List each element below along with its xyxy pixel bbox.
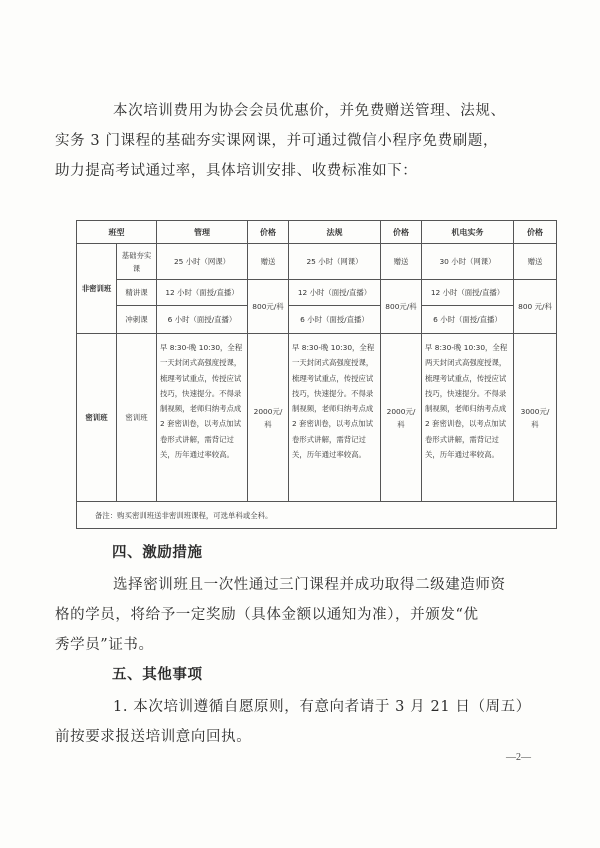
prac-basic-price: 赠送 [514,244,557,280]
nonintensive-label: 非密训班 [77,244,117,334]
law-lecture-hours: 12 小时（面授/直播） [289,280,381,306]
mgmt-basic-price: 赠送 [248,244,289,280]
table-row [77,244,557,280]
fee-table [76,220,557,529]
prac-intensive-price: 3000元/科 [514,334,557,502]
mgmt-basic-hours: 25 小时（网课） [157,244,248,280]
intensive-sub-label: 密训班 [117,334,157,502]
sprint-course-label: 冲刺课 [117,306,157,334]
law-nonintensive-price: 800元/科 [381,280,422,334]
mgmt-lecture-hours: 12 小时（面授/直播） [157,280,248,306]
header-mechanical-practice: 机电实务 [422,221,514,244]
table-header-row [77,221,557,244]
prac-lecture-hours: 12 小时（面授/直播） [422,280,514,306]
basic-course-label: 基础夯实课 [117,244,157,280]
table-note: 备注：购买密训班送非密训班课程，可选单科或全科。 [77,502,557,529]
prac-intensive-description: 早 8:30-晚 10:30，全程两天封闭式高强度授课，梳理考试重点，传授应试技巧，快速提分。不得录制视频，老师归纳考点成 2 套密训卷，以考点加试卷形式讲解，需背记过关，历年通过率较高。 [422,334,514,502]
prac-sprint-hours: 6 小时（面授/直播） [422,306,514,334]
header-regulations: 法规 [289,221,381,244]
header-price-1: 价格 [248,221,289,244]
law-intensive-description: 早 8:30-晚 10:30，全程一天封闭式高强度授课，梳理考试重点，传授应试技巧，快速提分。不得录制视频，老师归纳考点成 2 套密训卷，以考点加试卷形式讲解，需背记过关，历年通过率较高。 [289,334,381,502]
lecture-course-label: 精讲课 [117,280,157,306]
section-5-heading: 五、其他事项 [112,666,203,683]
intro-line-3: 助力提高考试通过率，具体培训安排、收费标准如下： [55,163,418,179]
mgmt-intensive-price: 2000元/科 [248,334,289,502]
header-class-type: 班型 [77,221,157,244]
intro-paragraph [55,96,534,186]
table-row [77,502,557,529]
law-intensive-price: 2000元/科 [381,334,422,502]
section-4-paragraph [55,570,534,660]
page-number: —2— [506,752,531,763]
header-price-2: 价格 [381,221,422,244]
section-4-heading: 四、激励措施 [112,544,203,561]
mgmt-sprint-hours: 6 小时（面授/直播） [157,306,248,334]
prac-nonintensive-price: 800 元/科 [514,280,557,334]
section-5-line-2: 前按要求报送培训意向回执。 [55,729,252,745]
law-sprint-hours: 6 小时（面授/直播） [289,306,381,334]
prac-basic-hours: 30 小时（网课） [422,244,514,280]
intensive-label: 密训班 [77,334,117,502]
law-basic-hours: 25 小时（网课） [289,244,381,280]
header-price-3: 价格 [514,221,557,244]
table-row [77,306,557,334]
section-5-line-1: 1. 本次培训遵循自愿原则，有意向者请于 3 月 21 日（周五） [113,699,531,715]
section-4-line-3: 秀学员”证书。 [55,637,154,653]
section-4-line-2: 格的学员，将给予一定奖励（具体金额以通知为准），并颁发“优 [55,607,479,623]
section-4-line-1: 选择密训班且一次性通过三门课程并成功取得二级建造师资 [113,577,506,593]
law-basic-price: 赠送 [381,244,422,280]
intro-line-1: 本次培训费用为协会会员优惠价，并免费赠送管理、法规、 [113,103,506,119]
header-management: 管理 [157,221,248,244]
mgmt-nonintensive-price: 800元/科 [248,280,289,334]
section-5-paragraph [55,692,534,752]
intro-line-2: 实务 3 门课程的基础夯实课网课，并可通过微信小程序免费刷题， [55,133,499,149]
mgmt-intensive-description: 早 8:30-晚 10:30，全程一天封闭式高强度授课，梳理考试重点，传授应试技巧，快速提分。不得录制视频，老师归纳考点成 2 套密训卷，以考点加试卷形式讲解，需背记过关，历年通过率较高。 [157,334,248,502]
table-row [77,334,557,502]
table-row [77,280,557,306]
